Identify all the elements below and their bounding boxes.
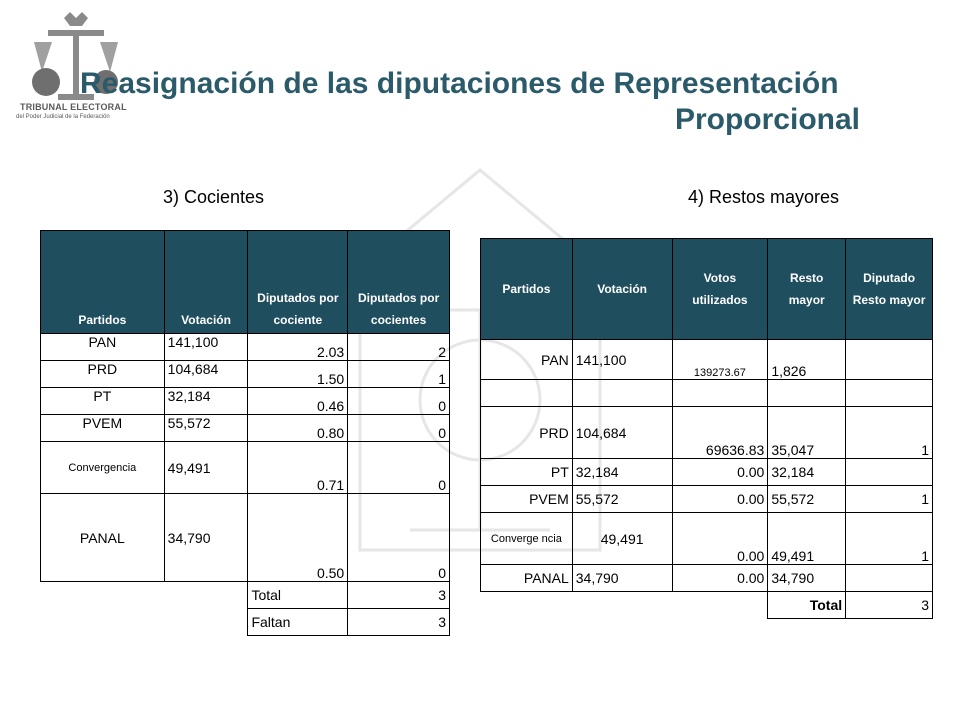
- partido-cell: PT: [41, 388, 165, 415]
- total-row: [481, 592, 933, 619]
- table-row: [481, 459, 933, 486]
- partido-cell: Convergencia: [41, 442, 165, 494]
- faltan-row: [41, 609, 450, 636]
- resto-cell: 34,790: [768, 565, 846, 592]
- cocientes-cell: 0: [348, 442, 450, 494]
- header-diputados-cocientes: Diputados por cocientes: [348, 231, 450, 334]
- partido-cell: PANAL: [41, 494, 165, 582]
- utilizados-cell: 139273.67: [672, 340, 768, 380]
- resto-cell: 55,572: [768, 486, 846, 513]
- diputado-cell: [846, 380, 933, 407]
- header-diputados-cociente: Diputados por cociente: [248, 231, 348, 334]
- cocientes-cell: 0: [348, 388, 450, 415]
- cocientes-cell: 0: [348, 415, 450, 442]
- total-label: Total: [248, 582, 348, 609]
- cocientes-cell: 0: [348, 494, 450, 582]
- diputado-cell: [846, 459, 933, 486]
- table-row: [481, 513, 933, 565]
- total-row: [41, 582, 450, 609]
- header-votacion: Votación: [164, 231, 248, 334]
- resto-cell: [768, 380, 846, 407]
- partido-cell: PAN: [481, 340, 573, 380]
- cocientes-subtitle: 3) Cocientes: [163, 187, 265, 207]
- table-row: [481, 565, 933, 592]
- votacion-cell: 104,684: [164, 361, 248, 388]
- votacion-cell: 141,100: [572, 340, 672, 380]
- resto-cell: 49,491: [768, 513, 846, 565]
- partido-cell: Converge ncia: [481, 513, 573, 565]
- votacion-cell: 141,100: [164, 334, 248, 361]
- cociente-cell: 0.80: [248, 415, 348, 442]
- header-resto-mayor: Resto mayor: [768, 239, 846, 340]
- restos-table: [480, 238, 933, 619]
- partido-cell: PRD: [41, 361, 165, 388]
- title-line1: Reasignación de las diputaciones de Representación: [80, 67, 839, 100]
- cocientes-table: [40, 230, 450, 636]
- table-row: [481, 407, 933, 459]
- table-row: [41, 442, 450, 494]
- table-row: [41, 334, 450, 361]
- partido-cell: PAN: [41, 334, 165, 361]
- utilizados-cell: 0.00: [672, 486, 768, 513]
- page-title: [80, 66, 860, 138]
- votacion-cell: 49,491: [164, 442, 248, 494]
- partido-cell: PRD: [481, 407, 573, 459]
- votacion-cell: 34,790: [164, 494, 248, 582]
- cociente-cell: 2.03: [248, 334, 348, 361]
- partido-cell: PT: [481, 459, 573, 486]
- diputado-cell: [846, 565, 933, 592]
- diputado-cell: 1: [846, 513, 933, 565]
- utilizados-cell: 0.00: [672, 513, 768, 565]
- header-diputado-resto-mayor: Diputado Resto mayor: [846, 239, 933, 340]
- total-label: Total: [768, 592, 846, 619]
- table-row: [481, 340, 933, 380]
- votacion-cell: 55,572: [164, 415, 248, 442]
- cociente-cell: 0.50: [248, 494, 348, 582]
- cocientes-cell: 1: [348, 361, 450, 388]
- header-votacion: Votación: [572, 239, 672, 340]
- diputado-cell: 1: [846, 486, 933, 513]
- total-value: 3: [348, 582, 450, 609]
- partido-cell: PVEM: [41, 415, 165, 442]
- faltan-value: 3: [348, 609, 450, 636]
- resto-cell: 32,184: [768, 459, 846, 486]
- faltan-label: Faltan: [248, 609, 348, 636]
- votacion-cell: 49,491: [572, 513, 672, 565]
- votacion-cell: 104,684: [572, 407, 672, 459]
- header-votos-utilizados: Votos utilizados: [672, 239, 768, 340]
- cocientes-cell: 2: [348, 334, 450, 361]
- table-row: [41, 415, 450, 442]
- votacion-cell: 32,184: [164, 388, 248, 415]
- table-row: [481, 486, 933, 513]
- table-header-row: [41, 231, 450, 334]
- resto-cell: 1,826: [768, 340, 846, 380]
- header-partidos: Partidos: [41, 231, 165, 334]
- votacion-cell: 34,790: [572, 565, 672, 592]
- utilizados-cell: 0.00: [672, 459, 768, 486]
- diputado-cell: 1: [846, 407, 933, 459]
- partido-cell: PVEM: [481, 486, 573, 513]
- cociente-cell: 1.50: [248, 361, 348, 388]
- cociente-cell: 0.71: [248, 442, 348, 494]
- votacion-cell: 32,184: [572, 459, 672, 486]
- table-row: [481, 380, 933, 407]
- partido-cell: PANAL: [481, 565, 573, 592]
- logo-line1: TRIBUNAL ELECTORAL: [20, 102, 127, 112]
- title-line2: Proporcional: [674, 103, 860, 136]
- table-header-row: [481, 239, 933, 340]
- logo-line2: del Poder Judicial de la Federación: [16, 114, 110, 120]
- votacion-cell: 55,572: [572, 486, 672, 513]
- table-row: [41, 361, 450, 388]
- total-value: 3: [846, 592, 933, 619]
- utilizados-cell: 69636.83: [672, 407, 768, 459]
- utilizados-cell: [672, 380, 768, 407]
- partido-cell: [481, 380, 573, 407]
- utilizados-cell: 0.00: [672, 565, 768, 592]
- diputado-cell: [846, 340, 933, 380]
- header-partidos: Partidos: [481, 239, 573, 340]
- votacion-cell: [572, 380, 672, 407]
- restos-subtitle: 4) Restos mayores: [688, 187, 840, 207]
- resto-cell: 35,047: [768, 407, 846, 459]
- cociente-cell: 0.46: [248, 388, 348, 415]
- table-row: [41, 388, 450, 415]
- table-row: [41, 494, 450, 582]
